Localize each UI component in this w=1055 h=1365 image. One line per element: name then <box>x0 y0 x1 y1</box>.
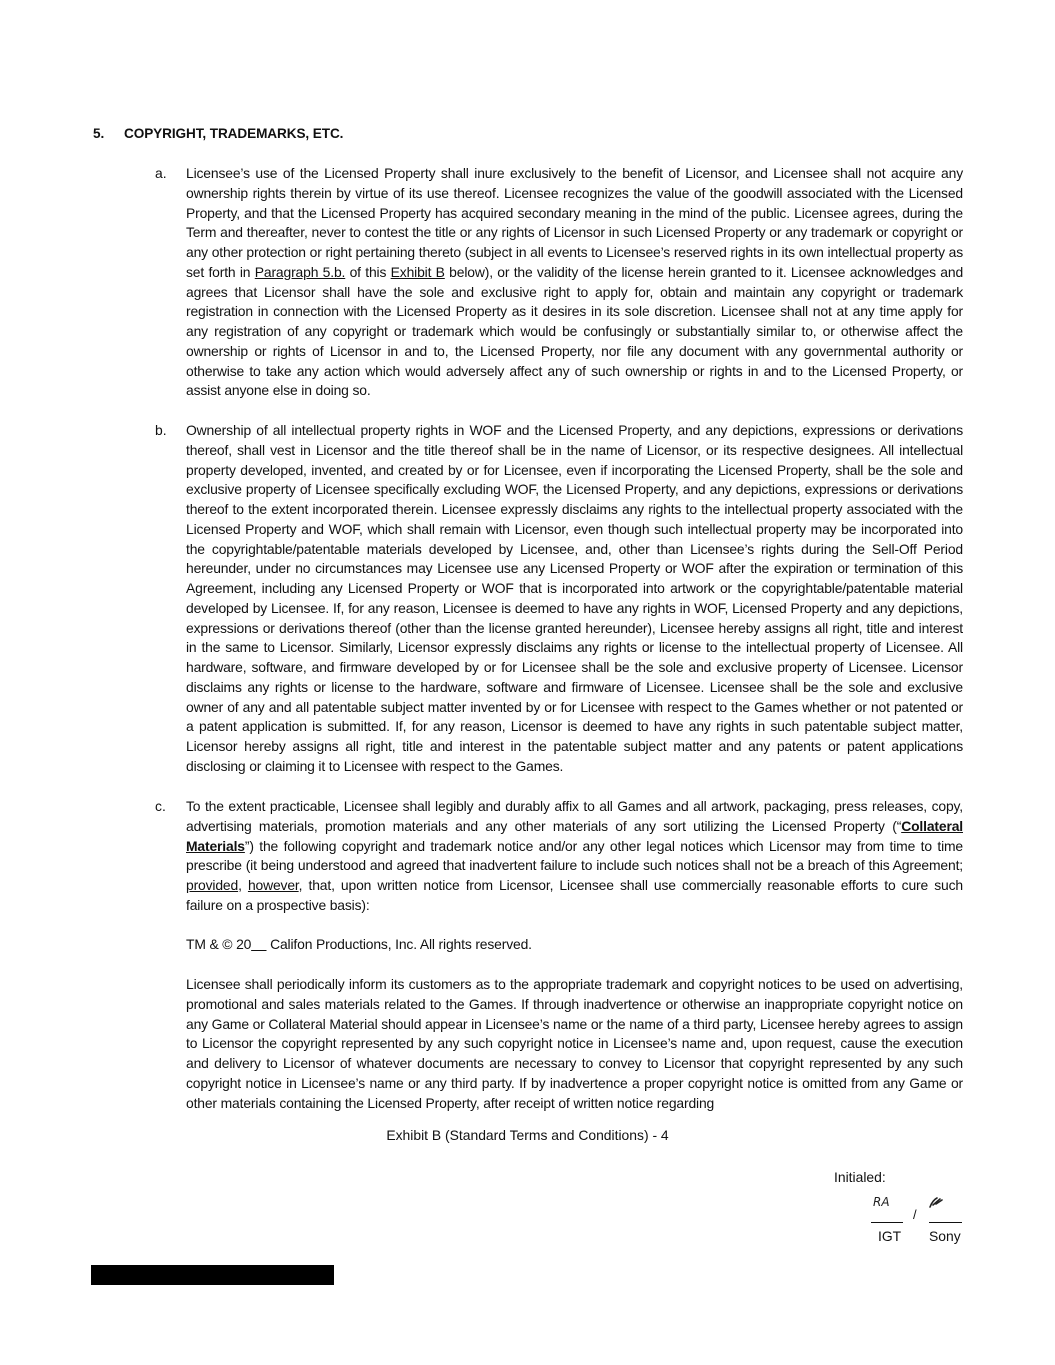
page-footer: Exhibit B (Standard Terms and Conditions) - 4 <box>386 1127 669 1143</box>
igt-initials-mark: RA <box>873 1195 890 1209</box>
igt-label: IGT <box>878 1228 902 1244</box>
redaction-bar <box>91 1265 334 1285</box>
provided-term: provided <box>186 877 239 893</box>
sony-initial-line <box>929 1222 962 1223</box>
collateral-materials-term: Collateral Materials <box>186 817 963 854</box>
clause-a-letter: a. <box>155 165 167 181</box>
clause-c-comma: , <box>238 877 248 893</box>
sony-initials-signature <box>928 1196 944 1210</box>
followup-paragraph: Licensee shall periodically inform its customers as to the appropriate trademark and copyright notices to be used on advertising, promotional and sales materials related to the Games. If through inadvertence or otherwise an inappropriate copyright notice on any Game or Collateral Material should appear in Licensee’s name or the name of a third party, Licensee hereby agrees to assign to Licensor the copyright represented by any such copyright notice in Licensee’s name and, upon request, cause the execution and delivery to Licensor of whatever documents are necessary to convey to Licensor that copyright represented by any such copyright notice in Licensee’s name or any third party. If by inadvertence a proper copyright notice is omitted from any Game or other materials containing the Licensed Property, after receipt of written notice regarding <box>186 976 963 1111</box>
sony-label: Sony <box>929 1228 961 1244</box>
clause-c-text <box>186 797 963 916</box>
clause-a-part-2: of this <box>345 263 391 280</box>
clause-c-part-1: To the extent practicable, Licensee shall legibly and durably affix to all Games and all artwork, packaging, press releases, copy, advertising materials, promotion materials and any other materials of any sort utilizing the Licensed Property (“ <box>186 798 963 834</box>
however-term: however <box>247 877 299 893</box>
initials-separator: / <box>913 1207 917 1222</box>
section-number: 5. <box>93 126 105 141</box>
clause-a-text <box>186 164 963 401</box>
paragraph-reference-link: Paragraph 5.b. <box>254 263 346 280</box>
copyright-notice <box>186 935 963 955</box>
clause-c-letter: c. <box>155 798 166 814</box>
clause-b-letter: b. <box>155 422 167 438</box>
clause-a-part-3: below), or the validity of the license herein granted to it. Licensee acknowledges and agrees that Licensor shall have the sole and exclusive right to apply for, obtain and maintain any copyright or trademark registration in connection with the Licensed Property as it desires in its sole discretion. Licensee shall not at any time apply for any registration of any copyright or trademark which would be confusingly or substantially similar to, or otherwise affect the ownership or rights of Licensor in and to, the Licensed Property, nor file any document with any governmental authority or otherwise to take any action which would adversely affect any of such ownership or rights in and to the Licensed Property, or assist anyone else in doing so. <box>186 263 964 399</box>
notice-prefix: TM & © 20 <box>186 936 252 952</box>
notice-suffix: Califon Productions, Inc. All rights reserved. <box>266 936 532 952</box>
initialed-label: Initialed: <box>834 1169 886 1185</box>
section-heading <box>93 126 343 141</box>
clause-a-part-1: Licensee’s use of the Licensed Property shall inure exclusively to the benefit of Licensor, and Licensee shall not acquire any ownership rights therein by virtue of its use thereof. Licensee recognizes the value of the goodwill associated with the Licensed Property, and that the Licensed Property has acquired secondary meaning in the mind of the public. Licensee agrees, during the Term and thereafter, never to contest the title or any rights of Licensor in such Licensed Property or any trademark or copyright or any other protection or right pertaining thereto (subject in all events to Licensee’s reserved rights in its own intellectual property as set forth in <box>186 165 963 280</box>
clause-c-part-3: , that, upon written notice from Licensor, Licensee shall use commercially reasonable efforts to cure such failure on a prospective basis): <box>186 877 963 913</box>
clause-b-text: Ownership of all intellectual property rights in WOF and the Licensed Property, and any depictions, expressions or derivations thereof, shall vest in Licensor and the title thereof shall be in the name of Licensor, or its respective designees. All intellectual property developed, invented, and created by or for Licensee, even if incorporating the Licensed Property, shall be the sole and exclusive property of Licensee specifically excluding WOF, the Licensed Property, and any depictions, expressions or derivations thereof to the extent incorporated therein. Licensee expressly disclaims any rights to the intellectual property associated with the Licensed Property and WOF, which shall remain with Licensor, even though such intellectual property may be incorporated into the copyrightable/patentable materials developed by Licensee, and, other than Licensee’s rights during the Sell-Off Period hereunder, under no circumstances may Licensee use any Licensed Property or WOF after the expiration or termination of this Agreement, including any Licensed Property or WOF that is incorporated into artwork or the copyrightable/patentable material developed by Licensee. If, for any reason, Licensee is deemed to have any rights in WOF, Licensed Property and any depictions, expressions or derivations thereof (other than the license granted hereunder), Licensee hereby assigns all right, title and interest in the same to Licensor. Similarly, Licensor expressly disclaims any rights or license to the intellectual property of Licensee. All hardware, software, and firmware developed by or for Licensee shall be the sole and exclusive property of Licensee. Licensor disclaims any rights or license to the hardware, software and firmware of Licensee. Licensee shall be the sole and exclusive owner of any and all patentable subject matter invented by or for Licensee with respect to the Games whether or not patented or a patent application is submitted. If, for any reason, Licensor is deemed to have any rights in such patentable subject matter, Licensor hereby assigns all right, title and interest in the patentable subject matter and any patents or patent applications disclosing or claiming it to Licensee with respect to the Games. <box>186 422 963 774</box>
notice-year-blank: __ <box>251 936 267 952</box>
exhibit-reference-link: Exhibit B <box>390 263 445 280</box>
igt-initial-line <box>871 1222 903 1223</box>
section-title: COPYRIGHT, TRADEMARKS, ETC. <box>124 126 344 141</box>
clause-c-part-2: ”) the following copyright and trademark notice and/or any other legal notices which Licensor may from time to time prescribe (it being understood and agreed that inadvertent failure to include such notices shall not be a breach of this Agreement; <box>186 837 963 874</box>
